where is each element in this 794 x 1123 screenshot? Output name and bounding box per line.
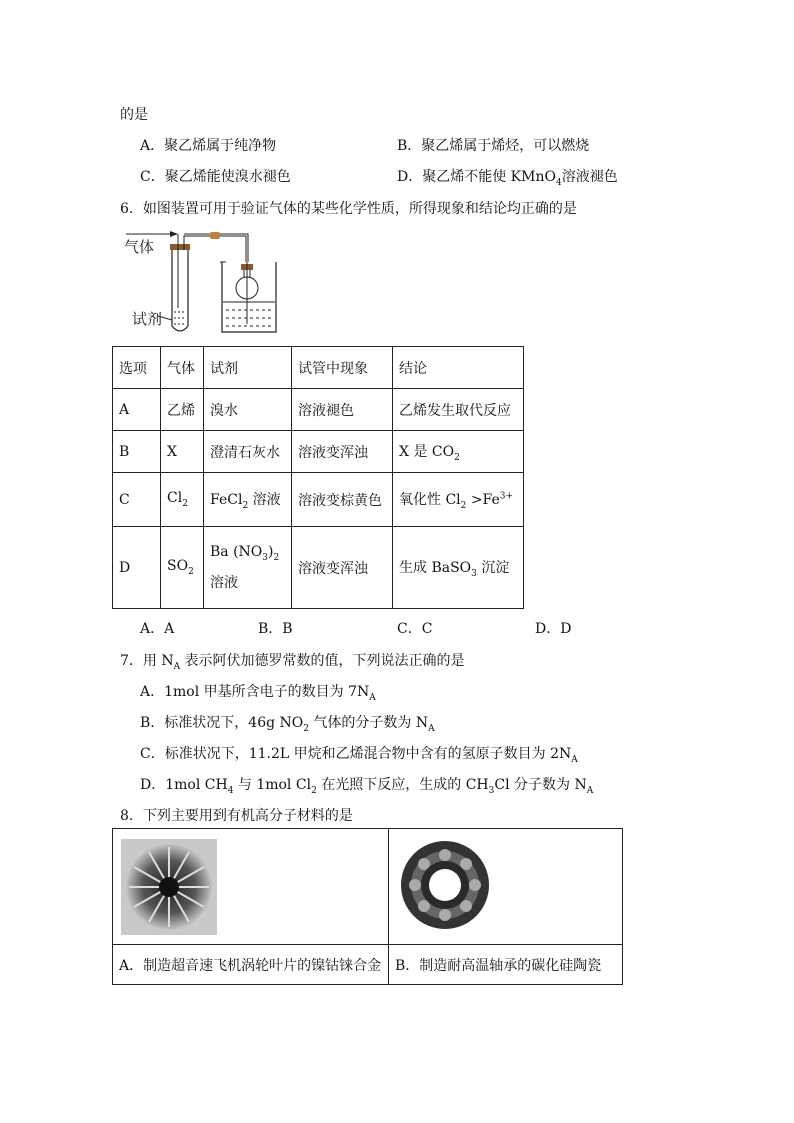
q5-stem-tail: 的是 [120, 107, 148, 123]
row-a-phenomenon: 溶液褪色 [292, 389, 393, 431]
row-c-gas: $Cl_2$ [161, 473, 204, 527]
q5-option-c: C．聚乙烯能使溴水褪色 [140, 169, 291, 185]
q5-option-d: D．聚乙烯不能使 KMnO$_4$溶液褪色 [397, 169, 618, 188]
row-d-option: D [113, 527, 161, 609]
gas-label: 气体 [124, 238, 155, 256]
q7-stem: 7．用 $N_A$ 表示阿伏加德罗常数的值，下列说法正确的是 [120, 653, 465, 672]
table-row [113, 473, 524, 527]
q7-option-a: A．1mol 甲基所含电子的数目为 $7N_A$ [140, 684, 376, 703]
q6-answer-a: A．A [140, 621, 175, 637]
q8-option-b: B．制造耐高温轴承的碳化硅陶瓷 [389, 945, 623, 985]
row-a-gas: 乙烯 [161, 389, 204, 431]
q6-answer-d: D．D [535, 621, 572, 637]
q8-image-row [113, 829, 623, 945]
row-b-option: B [113, 431, 161, 473]
turbine-image-cell [113, 829, 389, 945]
row-a-reagent: 溴水 [204, 389, 292, 431]
header-phenomenon: 试管中现象 [292, 347, 393, 389]
bearing-image-cell [389, 829, 623, 945]
q8-table [112, 828, 623, 985]
table-row [113, 527, 524, 609]
turbine-icon [121, 839, 217, 935]
row-c-conclusion: 氧化性 $Cl_2 >Fe^{3+}$ [393, 473, 524, 527]
q8-option-row [113, 945, 623, 985]
header-conclusion: 结论 [393, 347, 524, 389]
row-b-conclusion: X 是 $CO_2$ [393, 431, 524, 473]
q5-option-a: A．聚乙烯属于纯净物 [140, 138, 277, 154]
q7-option-d: D．1mol $CH_4$ 与 1mol $Cl_2$ 在光照下反应，生成的 $CH_3Cl$ 分子数为 $N_A$ [140, 777, 594, 796]
row-d-phenomenon: 溶液变浑浊 [292, 527, 393, 609]
row-b-phenomenon: 溶液变浑浊 [292, 431, 393, 473]
q7-option-b: B．标准状况下，46g $NO_2$ 气体的分子数为 $N_A$ [140, 715, 435, 734]
q8-stem: 8．下列主要用到有机高分子材料的是 [120, 808, 353, 824]
row-d-conclusion: 生成 BaSO$_3$ 沉淀 [393, 527, 524, 609]
table-row [113, 431, 524, 473]
reagent-label: 试剂 [132, 310, 163, 328]
header-reagent: 试剂 [204, 347, 292, 389]
q6-stem: 6．如图装置可用于验证气体的某些化学性质，所得现象和结论均正确的是 [120, 201, 577, 217]
row-d-reagent: Ba $(NO_3)_2$ 溶液 [204, 527, 292, 609]
row-c-option: C [113, 473, 161, 527]
q7-option-c: C．标准状况下，11.2L 甲烷和乙烯混合物中含有的氢原子数目为 $2N_A$ [140, 746, 578, 765]
header-gas: 气体 [161, 347, 204, 389]
q6-answer-c: C．C [397, 621, 433, 637]
row-b-gas: X [161, 431, 204, 473]
row-c-reagent: FeCl$_2$ 溶液 [204, 473, 292, 527]
row-c-phenomenon: 溶液变棕黄色 [292, 473, 393, 527]
header-option: 选项 [113, 347, 161, 389]
row-a-conclusion: 乙烯发生取代反应 [393, 389, 524, 431]
row-d-gas: $SO_2$ [161, 527, 204, 609]
table-row [113, 389, 524, 431]
bearing-icon [397, 837, 493, 933]
apparatus-diagram [122, 226, 292, 338]
row-a-option: A [113, 389, 161, 431]
row-b-reagent: 澄清石灰水 [204, 431, 292, 473]
q6-table [112, 346, 524, 609]
q5-option-b: B．聚乙烯属于烯烃，可以燃烧 [397, 138, 590, 154]
q8-option-a: A．制造超音速飞机涡轮叶片的镍钴铼合金 [113, 945, 389, 985]
q6-answer-b: B．B [258, 621, 293, 637]
table-header-row [113, 347, 524, 389]
gas-test-apparatus-figure [122, 226, 292, 338]
